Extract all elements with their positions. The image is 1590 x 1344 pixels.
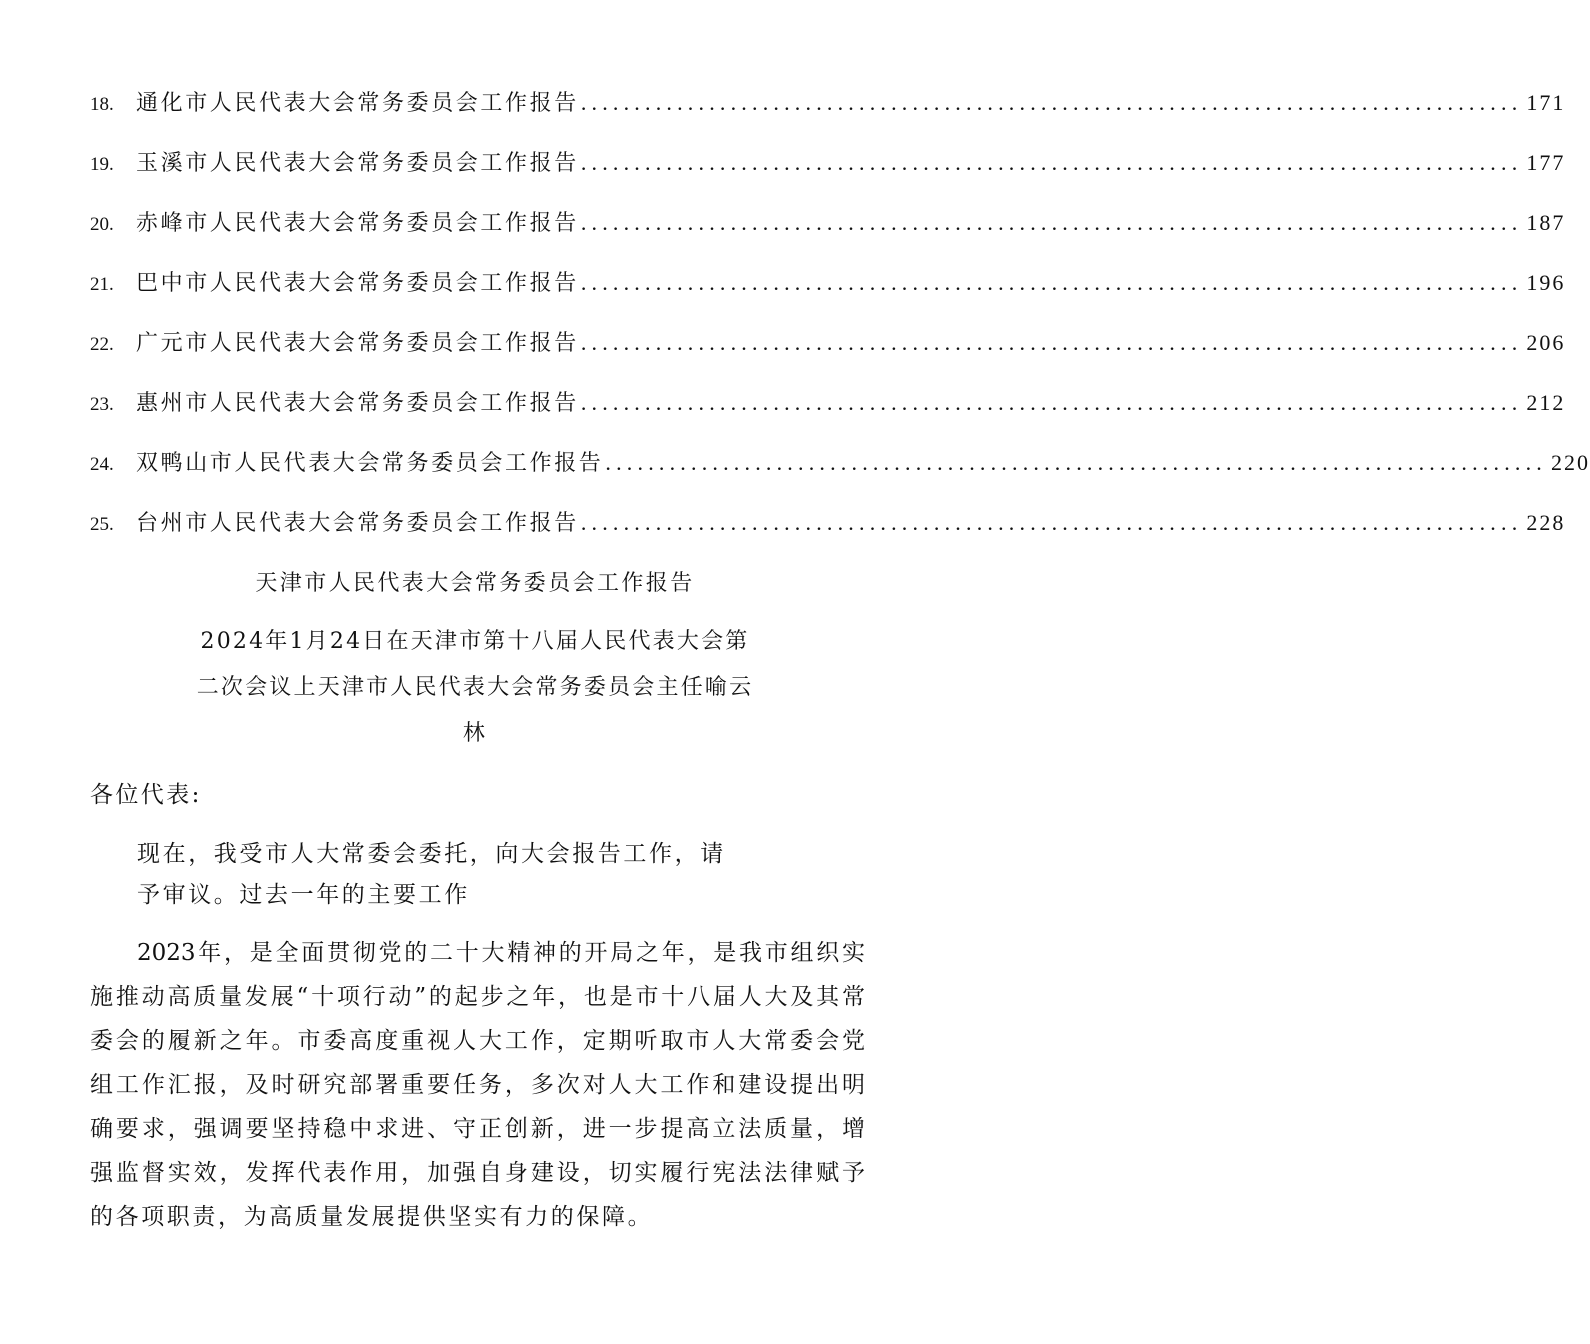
- body-paragraph-line: 强监督实效，发挥代表作用，加强自身建设，切实履行宪法法律赋予: [90, 1160, 865, 1186]
- toc-entry-title: 广元市人民代表大会常务委员会工作报告: [136, 331, 579, 356]
- toc-entry[interactable]: [90, 266, 1566, 302]
- body-paragraph-line: 2023年，是全面贯彻党的二十大精神的开局之年，是我市组织实: [137, 940, 865, 966]
- toc-entry-title: 惠州市人民代表大会常务委员会工作报告: [136, 391, 579, 416]
- document-subtitle-line: 2024年1月24日在天津市第十八届人民代表大会第: [200, 629, 750, 654]
- dot-leader: ........................................................................................: [605, 450, 1548, 475]
- dot-leader: ........................................................................................: [580, 390, 1523, 415]
- dot-leader: ........................................................................................: [580, 270, 1523, 295]
- toc-entry-title: 双鸭山市人民代表大会常务委员会工作报告: [136, 451, 604, 476]
- toc-entry[interactable]: [90, 506, 1566, 542]
- body-paragraph-line: 的各项职责，为高质量发展提供坚实有力的保障。: [90, 1204, 654, 1230]
- toc-entry-title: 巴中市人民代表大会常务委员会工作报告: [136, 271, 579, 296]
- document-subtitle-line: 林: [462, 721, 488, 746]
- toc-entry-number: 20.: [90, 214, 114, 235]
- toc-entry-title: 通化市人民代表大会常务委员会工作报告: [136, 91, 579, 116]
- document-subtitle-line: 二次会议上天津市人民代表大会常务委员会主任喻云: [196, 675, 754, 700]
- toc-entry-page: 206: [1526, 330, 1566, 355]
- toc-entry-number: 24.: [90, 454, 114, 475]
- toc-entry[interactable]: [90, 206, 1566, 242]
- body-paragraph-line: 组工作汇报，及时研究部署重要任务，多次对人大工作和建设提出明: [90, 1072, 865, 1098]
- salutation: 各位代表:: [90, 782, 202, 808]
- toc-entry-number: 19.: [90, 154, 114, 175]
- dot-leader: ........................................................................................: [580, 150, 1523, 175]
- toc-entry[interactable]: [90, 326, 1566, 362]
- body-paragraph-line: 确要求，强调要坚持稳中求进、守正创新，进一步提高立法质量，增: [90, 1116, 865, 1142]
- dot-leader: ........................................................................................: [580, 90, 1523, 115]
- intro-line: 现在，我受市人大常委会委托，向大会报告工作，请: [137, 841, 726, 867]
- toc-entry[interactable]: [90, 446, 1590, 482]
- toc-entry-page: 212: [1526, 390, 1566, 415]
- toc-entry-page: 228: [1526, 510, 1566, 535]
- dot-leader: ........................................................................................: [580, 210, 1523, 235]
- toc-entry[interactable]: [90, 146, 1566, 182]
- body-paragraph-line: 委会的履新之年。市委高度重视人大工作，定期听取市人大常委会党: [90, 1028, 865, 1054]
- toc-entry-title: 玉溪市人民代表大会常务委员会工作报告: [136, 151, 579, 176]
- toc-entry-page: 220: [1551, 450, 1590, 475]
- toc-entry[interactable]: [90, 386, 1566, 422]
- body-paragraph-line: 施推动高质量发展“十项行动”的起步之年，也是市十八届人大及其常: [90, 984, 865, 1010]
- toc-entry-number: 23.: [90, 394, 114, 415]
- toc-entry-number: 25.: [90, 514, 114, 535]
- toc-entry-title: 赤峰市人民代表大会常务委员会工作报告: [136, 211, 579, 236]
- dot-leader: ........................................................................................: [580, 330, 1523, 355]
- toc-entry[interactable]: [90, 86, 1566, 122]
- toc-entry-page: 196: [1526, 270, 1566, 295]
- toc-entry-page: 171: [1526, 90, 1566, 115]
- document-title: 天津市人民代表大会常务委员会工作报告: [255, 571, 695, 596]
- toc-entry-page: 187: [1526, 210, 1566, 235]
- dot-leader: ........................................................................................: [580, 510, 1523, 535]
- toc-entry-page: 177: [1526, 150, 1566, 175]
- toc-entry-title: 台州市人民代表大会常务委员会工作报告: [136, 511, 579, 536]
- toc-entry-number: 18.: [90, 94, 114, 115]
- toc-entry-number: 22.: [90, 334, 114, 355]
- toc-entry-number: 21.: [90, 274, 114, 295]
- intro-line: 予审议。过去一年的主要工作: [137, 882, 470, 908]
